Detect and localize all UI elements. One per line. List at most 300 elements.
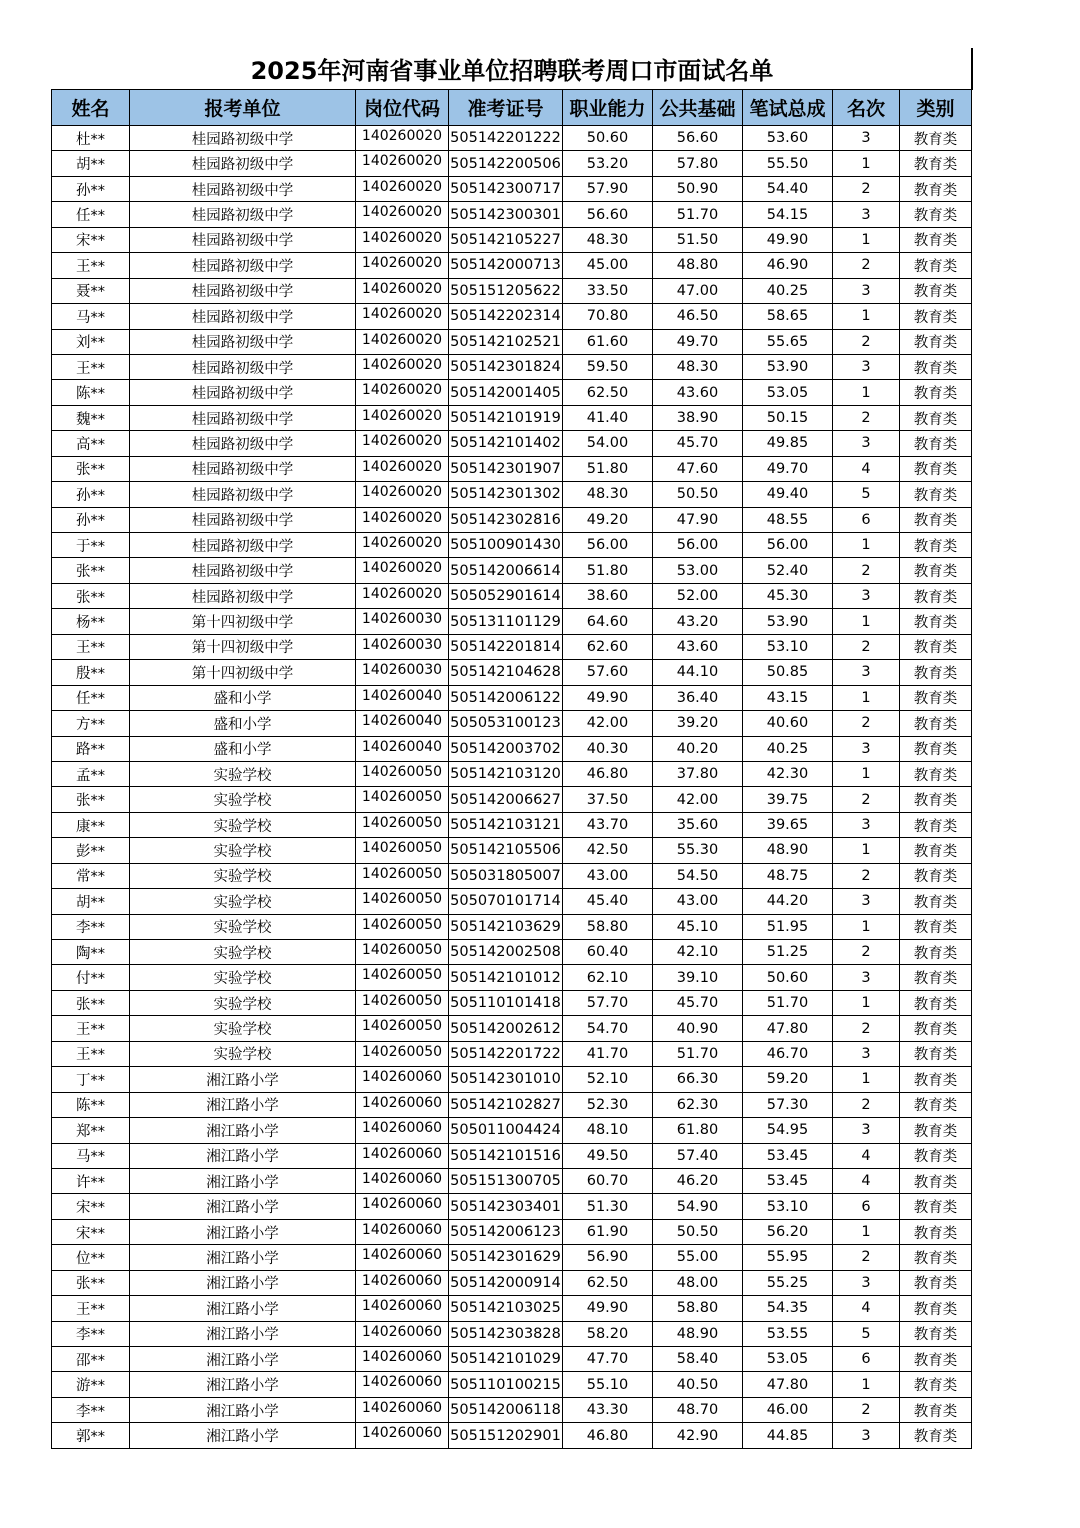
- rank-cell: 1: [833, 838, 900, 863]
- category-cell: 教育类: [900, 482, 972, 507]
- public-basics-cell: 47.90: [653, 507, 743, 532]
- category-cell: 教育类: [900, 761, 972, 786]
- table-row: [52, 202, 972, 227]
- ticket-number-cell: 505142006122: [449, 685, 563, 710]
- unit-cell: 湘江路小学: [130, 1296, 356, 1321]
- category-cell: 教育类: [900, 1041, 972, 1066]
- written-total-cell: 57.30: [743, 1092, 833, 1117]
- public-basics-cell: 61.80: [653, 1118, 743, 1143]
- category-cell: 教育类: [900, 380, 972, 405]
- post-code-cell: 140260040: [356, 736, 449, 761]
- public-basics-cell: 46.50: [653, 304, 743, 329]
- table-row: [52, 380, 972, 405]
- unit-cell: 桂园路初级中学: [130, 558, 356, 583]
- unit-cell: 湘江路小学: [130, 1067, 356, 1092]
- rank-cell: 1: [833, 1219, 900, 1244]
- category-cell: 教育类: [900, 1118, 972, 1143]
- ticket-number-cell: 505142201222: [449, 126, 563, 151]
- table-row: [52, 507, 972, 532]
- rank-cell: 1: [833, 304, 900, 329]
- unit-cell: 湘江路小学: [130, 1270, 356, 1295]
- category-cell: 教育类: [900, 1194, 972, 1219]
- unit-cell: 第十四初级中学: [130, 660, 356, 685]
- table-row: [52, 660, 972, 685]
- ticket-number-cell: 505142303828: [449, 1321, 563, 1346]
- post-code-cell: 140260050: [356, 940, 449, 965]
- written-total-cell: 53.45: [743, 1143, 833, 1168]
- vocational-ability-cell: 51.80: [563, 456, 653, 481]
- table-row: [52, 812, 972, 837]
- public-basics-cell: 43.60: [653, 634, 743, 659]
- category-cell: 教育类: [900, 1143, 972, 1168]
- public-basics-cell: 57.40: [653, 1143, 743, 1168]
- vocational-ability-cell: 42.50: [563, 838, 653, 863]
- vocational-ability-cell: 59.50: [563, 354, 653, 379]
- name-cell: 郑**: [52, 1118, 130, 1143]
- name-cell: 位**: [52, 1245, 130, 1270]
- rank-cell: 3: [833, 736, 900, 761]
- ticket-number-cell: 505142006614: [449, 558, 563, 583]
- ticket-number-cell: 505142006627: [449, 787, 563, 812]
- public-basics-cell: 51.70: [653, 1041, 743, 1066]
- vocational-ability-cell: 57.70: [563, 990, 653, 1015]
- post-code-cell: 140260060: [356, 1372, 449, 1397]
- written-total-cell: 53.10: [743, 634, 833, 659]
- public-basics-cell: 55.30: [653, 838, 743, 863]
- written-total-cell: 55.65: [743, 329, 833, 354]
- vocational-ability-cell: 41.40: [563, 405, 653, 430]
- written-total-cell: 55.25: [743, 1270, 833, 1295]
- category-cell: 教育类: [900, 1321, 972, 1346]
- post-code-cell: 140260020: [356, 380, 449, 405]
- public-basics-cell: 54.90: [653, 1194, 743, 1219]
- unit-cell: 湘江路小学: [130, 1219, 356, 1244]
- rank-cell: 1: [833, 761, 900, 786]
- written-total-cell: 48.90: [743, 838, 833, 863]
- written-total-cell: 47.80: [743, 1016, 833, 1041]
- category-cell: 教育类: [900, 304, 972, 329]
- category-cell: 教育类: [900, 126, 972, 151]
- vocational-ability-cell: 48.30: [563, 227, 653, 252]
- rank-cell: 2: [833, 329, 900, 354]
- post-code-cell: 140260030: [356, 634, 449, 659]
- public-basics-cell: 40.90: [653, 1016, 743, 1041]
- name-cell: 马**: [52, 304, 130, 329]
- name-cell: 胡**: [52, 889, 130, 914]
- category-cell: 教育类: [900, 507, 972, 532]
- category-cell: 教育类: [900, 634, 972, 659]
- ticket-number-cell: 505142103120: [449, 761, 563, 786]
- ticket-number-cell: 505142102827: [449, 1092, 563, 1117]
- rank-cell: 3: [833, 660, 900, 685]
- table-row: [52, 863, 972, 888]
- vocational-ability-cell: 62.50: [563, 1270, 653, 1295]
- name-cell: 高**: [52, 431, 130, 456]
- ticket-number-cell: 505142202314: [449, 304, 563, 329]
- unit-cell: 桂园路初级中学: [130, 253, 356, 278]
- unit-cell: 湘江路小学: [130, 1347, 356, 1372]
- unit-cell: 桂园路初级中学: [130, 278, 356, 303]
- written-total-cell: 53.90: [743, 609, 833, 634]
- table-row: [52, 1219, 972, 1244]
- table-row: [52, 1168, 972, 1193]
- vocational-ability-cell: 62.60: [563, 634, 653, 659]
- category-cell: 教育类: [900, 354, 972, 379]
- ticket-number-cell: 505142302816: [449, 507, 563, 532]
- category-cell: 教育类: [900, 1423, 972, 1448]
- name-cell: 宋**: [52, 1219, 130, 1244]
- table-row: [52, 176, 972, 201]
- ticket-number-cell: 505031805007: [449, 863, 563, 888]
- table-row: [52, 609, 972, 634]
- unit-cell: 第十四初级中学: [130, 609, 356, 634]
- public-basics-cell: 51.70: [653, 202, 743, 227]
- category-cell: 教育类: [900, 1270, 972, 1295]
- table-row: [52, 990, 972, 1015]
- name-cell: 殷**: [52, 660, 130, 685]
- ticket-number-cell: 505151205622: [449, 278, 563, 303]
- post-code-cell: 140260020: [356, 583, 449, 608]
- vocational-ability-cell: 49.50: [563, 1143, 653, 1168]
- category-cell: 教育类: [900, 405, 972, 430]
- written-total-cell: 53.05: [743, 1347, 833, 1372]
- ticket-number-cell: 505142105506: [449, 838, 563, 863]
- ticket-number-cell: 505110100215: [449, 1372, 563, 1397]
- ticket-number-cell: 505142102521: [449, 329, 563, 354]
- vocational-ability-cell: 61.60: [563, 329, 653, 354]
- table-row: [52, 711, 972, 736]
- post-code-cell: 140260050: [356, 889, 449, 914]
- name-cell: 丁**: [52, 1067, 130, 1092]
- category-cell: 教育类: [900, 812, 972, 837]
- public-basics-cell: 42.00: [653, 787, 743, 812]
- category-cell: 教育类: [900, 990, 972, 1015]
- table-row: [52, 940, 972, 965]
- name-cell: 李**: [52, 1397, 130, 1422]
- post-code-cell: 140260020: [356, 176, 449, 201]
- vocational-ability-cell: 51.80: [563, 558, 653, 583]
- post-code-cell: 140260060: [356, 1092, 449, 1117]
- name-cell: 康**: [52, 812, 130, 837]
- public-basics-cell: 51.50: [653, 227, 743, 252]
- public-basics-cell: 45.70: [653, 990, 743, 1015]
- written-total-cell: 55.50: [743, 151, 833, 176]
- category-cell: 教育类: [900, 1168, 972, 1193]
- post-code-cell: 140260020: [356, 533, 449, 558]
- vocational-ability-cell: 56.00: [563, 533, 653, 558]
- post-code-cell: 140260050: [356, 914, 449, 939]
- unit-cell: 湘江路小学: [130, 1143, 356, 1168]
- category-cell: 教育类: [900, 1092, 972, 1117]
- table-row: [52, 354, 972, 379]
- post-code-cell: 140260030: [356, 660, 449, 685]
- name-cell: 魏**: [52, 405, 130, 430]
- vocational-ability-cell: 40.30: [563, 736, 653, 761]
- unit-cell: 湘江路小学: [130, 1168, 356, 1193]
- name-cell: 王**: [52, 1016, 130, 1041]
- written-total-cell: 50.60: [743, 965, 833, 990]
- post-code-cell: 140260060: [356, 1423, 449, 1448]
- rank-cell: 2: [833, 558, 900, 583]
- unit-cell: 桂园路初级中学: [130, 507, 356, 532]
- post-code-cell: 140260060: [356, 1296, 449, 1321]
- written-total-cell: 53.10: [743, 1194, 833, 1219]
- ticket-number-cell: 505142104628: [449, 660, 563, 685]
- post-code-cell: 140260040: [356, 685, 449, 710]
- vocational-ability-cell: 61.90: [563, 1219, 653, 1244]
- table-row: [52, 1143, 972, 1168]
- name-cell: 许**: [52, 1168, 130, 1193]
- unit-cell: 实验学校: [130, 1041, 356, 1066]
- table-row: [52, 329, 972, 354]
- name-cell: 刘**: [52, 329, 130, 354]
- rank-cell: 2: [833, 634, 900, 659]
- public-basics-cell: 50.90: [653, 176, 743, 201]
- rank-cell: 3: [833, 812, 900, 837]
- rank-cell: 3: [833, 965, 900, 990]
- name-cell: 张**: [52, 583, 130, 608]
- name-cell: 陈**: [52, 380, 130, 405]
- ticket-number-cell: 505142000713: [449, 253, 563, 278]
- post-code-cell: 140260020: [356, 202, 449, 227]
- unit-cell: 湘江路小学: [130, 1118, 356, 1143]
- unit-cell: 桂园路初级中学: [130, 533, 356, 558]
- written-total-cell: 54.15: [743, 202, 833, 227]
- public-basics-cell: 36.40: [653, 685, 743, 710]
- name-cell: 任**: [52, 202, 130, 227]
- written-total-cell: 53.45: [743, 1168, 833, 1193]
- post-code-cell: 140260020: [356, 507, 449, 532]
- unit-cell: 湘江路小学: [130, 1372, 356, 1397]
- rank-cell: 2: [833, 1016, 900, 1041]
- header-public-basics: 公共基础: [653, 90, 743, 126]
- table-row: [52, 1194, 972, 1219]
- unit-cell: 桂园路初级中学: [130, 583, 356, 608]
- post-code-cell: 140260050: [356, 1016, 449, 1041]
- ticket-number-cell: 505151202901: [449, 1423, 563, 1448]
- public-basics-cell: 48.00: [653, 1270, 743, 1295]
- written-total-cell: 58.65: [743, 304, 833, 329]
- table-row: [52, 278, 972, 303]
- name-cell: 王**: [52, 253, 130, 278]
- name-cell: 王**: [52, 1296, 130, 1321]
- unit-cell: 实验学校: [130, 812, 356, 837]
- post-code-cell: 140260060: [356, 1397, 449, 1422]
- unit-cell: 盛和小学: [130, 685, 356, 710]
- post-code-cell: 140260060: [356, 1194, 449, 1219]
- vocational-ability-cell: 60.70: [563, 1168, 653, 1193]
- table-row: [52, 634, 972, 659]
- table-row: [52, 838, 972, 863]
- page-title: 2025年河南省事业单位招聘联考周口市面试名单: [250, 57, 774, 85]
- table-row: [52, 736, 972, 761]
- table-row: [52, 1067, 972, 1092]
- post-code-cell: 140260060: [356, 1270, 449, 1295]
- post-code-cell: 140260060: [356, 1219, 449, 1244]
- ticket-number-cell: 505142303401: [449, 1194, 563, 1219]
- rank-cell: 2: [833, 940, 900, 965]
- unit-cell: 盛和小学: [130, 736, 356, 761]
- ticket-number-cell: 505100901430: [449, 533, 563, 558]
- post-code-cell: 140260020: [356, 227, 449, 252]
- rank-cell: 6: [833, 1347, 900, 1372]
- category-cell: 教育类: [900, 965, 972, 990]
- vocational-ability-cell: 57.60: [563, 660, 653, 685]
- public-basics-cell: 50.50: [653, 1219, 743, 1244]
- rank-cell: 3: [833, 1423, 900, 1448]
- ticket-number-cell: 505142201814: [449, 634, 563, 659]
- vocational-ability-cell: 45.00: [563, 253, 653, 278]
- unit-cell: 桂园路初级中学: [130, 304, 356, 329]
- written-total-cell: 50.85: [743, 660, 833, 685]
- rank-cell: 4: [833, 1143, 900, 1168]
- rank-cell: 2: [833, 863, 900, 888]
- header-row: [52, 90, 972, 126]
- category-cell: 教育类: [900, 456, 972, 481]
- post-code-cell: 140260050: [356, 1041, 449, 1066]
- name-cell: 常**: [52, 863, 130, 888]
- rank-cell: 5: [833, 482, 900, 507]
- ticket-number-cell: 505142301010: [449, 1067, 563, 1092]
- vocational-ability-cell: 54.00: [563, 431, 653, 456]
- name-cell: 王**: [52, 354, 130, 379]
- table-row: [52, 1118, 972, 1143]
- vocational-ability-cell: 43.70: [563, 812, 653, 837]
- vocational-ability-cell: 49.20: [563, 507, 653, 532]
- post-code-cell: 140260020: [356, 278, 449, 303]
- vocational-ability-cell: 46.80: [563, 761, 653, 786]
- unit-cell: 桂园路初级中学: [130, 431, 356, 456]
- written-total-cell: 51.70: [743, 990, 833, 1015]
- rank-cell: 4: [833, 1296, 900, 1321]
- vocational-ability-cell: 41.70: [563, 1041, 653, 1066]
- written-total-cell: 55.95: [743, 1245, 833, 1270]
- written-total-cell: 40.60: [743, 711, 833, 736]
- written-total-cell: 44.85: [743, 1423, 833, 1448]
- name-cell: 张**: [52, 990, 130, 1015]
- name-cell: 任**: [52, 685, 130, 710]
- name-cell: 孙**: [52, 482, 130, 507]
- public-basics-cell: 55.00: [653, 1245, 743, 1270]
- name-cell: 邵**: [52, 1347, 130, 1372]
- public-basics-cell: 39.10: [653, 965, 743, 990]
- unit-cell: 桂园路初级中学: [130, 354, 356, 379]
- post-code-cell: 140260020: [356, 151, 449, 176]
- public-basics-cell: 48.70: [653, 1397, 743, 1422]
- vocational-ability-cell: 52.10: [563, 1067, 653, 1092]
- unit-cell: 桂园路初级中学: [130, 405, 356, 430]
- vocational-ability-cell: 48.10: [563, 1118, 653, 1143]
- unit-cell: 湘江路小学: [130, 1092, 356, 1117]
- header-written-total: 笔试总成: [743, 90, 833, 126]
- written-total-cell: 50.15: [743, 405, 833, 430]
- name-cell: 陶**: [52, 940, 130, 965]
- table-row: [52, 1372, 972, 1397]
- public-basics-cell: 44.10: [653, 660, 743, 685]
- written-total-cell: 54.40: [743, 176, 833, 201]
- written-total-cell: 39.65: [743, 812, 833, 837]
- public-basics-cell: 43.20: [653, 609, 743, 634]
- ticket-number-cell: 505142300301: [449, 202, 563, 227]
- post-code-cell: 140260020: [356, 329, 449, 354]
- name-cell: 付**: [52, 965, 130, 990]
- name-cell: 王**: [52, 634, 130, 659]
- ticket-number-cell: 505142101919: [449, 405, 563, 430]
- category-cell: 教育类: [900, 889, 972, 914]
- name-cell: 聂**: [52, 278, 130, 303]
- name-cell: 宋**: [52, 227, 130, 252]
- written-total-cell: 53.60: [743, 126, 833, 151]
- written-total-cell: 49.90: [743, 227, 833, 252]
- public-basics-cell: 56.60: [653, 126, 743, 151]
- vocational-ability-cell: 52.30: [563, 1092, 653, 1117]
- table-row: [52, 965, 972, 990]
- post-code-cell: 140260020: [356, 482, 449, 507]
- post-code-cell: 140260030: [356, 609, 449, 634]
- rank-cell: 1: [833, 1372, 900, 1397]
- category-cell: 教育类: [900, 1067, 972, 1092]
- table-row: [52, 482, 972, 507]
- category-cell: 教育类: [900, 940, 972, 965]
- post-code-cell: 140260060: [356, 1143, 449, 1168]
- written-total-cell: 59.20: [743, 1067, 833, 1092]
- post-code-cell: 140260020: [356, 558, 449, 583]
- name-cell: 于**: [52, 533, 130, 558]
- ticket-number-cell: 505070101714: [449, 889, 563, 914]
- vocational-ability-cell: 43.30: [563, 1397, 653, 1422]
- vocational-ability-cell: 50.60: [563, 126, 653, 151]
- name-cell: 郭**: [52, 1423, 130, 1448]
- name-cell: 彭**: [52, 838, 130, 863]
- rank-cell: 3: [833, 278, 900, 303]
- rank-cell: 1: [833, 685, 900, 710]
- ticket-number-cell: 505142006123: [449, 1219, 563, 1244]
- unit-cell: 湘江路小学: [130, 1423, 356, 1448]
- table-row: [52, 253, 972, 278]
- written-total-cell: 40.25: [743, 736, 833, 761]
- unit-cell: 实验学校: [130, 889, 356, 914]
- post-code-cell: 140260020: [356, 126, 449, 151]
- unit-cell: 实验学校: [130, 990, 356, 1015]
- header-rank: 名次: [833, 90, 900, 126]
- category-cell: 教育类: [900, 227, 972, 252]
- header-unit: 报考单位: [130, 90, 356, 126]
- rank-cell: 1: [833, 533, 900, 558]
- table-row: [52, 533, 972, 558]
- table-row: [52, 431, 972, 456]
- ticket-number-cell: 505142301907: [449, 456, 563, 481]
- table-row: [52, 227, 972, 252]
- written-total-cell: 39.75: [743, 787, 833, 812]
- public-basics-cell: 39.20: [653, 711, 743, 736]
- category-cell: 教育类: [900, 736, 972, 761]
- name-cell: 张**: [52, 787, 130, 812]
- vocational-ability-cell: 60.40: [563, 940, 653, 965]
- category-cell: 教育类: [900, 253, 972, 278]
- rank-cell: 6: [833, 507, 900, 532]
- unit-cell: 桂园路初级中学: [130, 380, 356, 405]
- category-cell: 教育类: [900, 660, 972, 685]
- written-total-cell: 46.70: [743, 1041, 833, 1066]
- unit-cell: 桂园路初级中学: [130, 176, 356, 201]
- rank-cell: 2: [833, 711, 900, 736]
- table-row: [52, 1347, 972, 1372]
- rank-cell: 3: [833, 431, 900, 456]
- category-cell: 教育类: [900, 583, 972, 608]
- vocational-ability-cell: 38.60: [563, 583, 653, 608]
- vocational-ability-cell: 54.70: [563, 1016, 653, 1041]
- public-basics-cell: 45.70: [653, 431, 743, 456]
